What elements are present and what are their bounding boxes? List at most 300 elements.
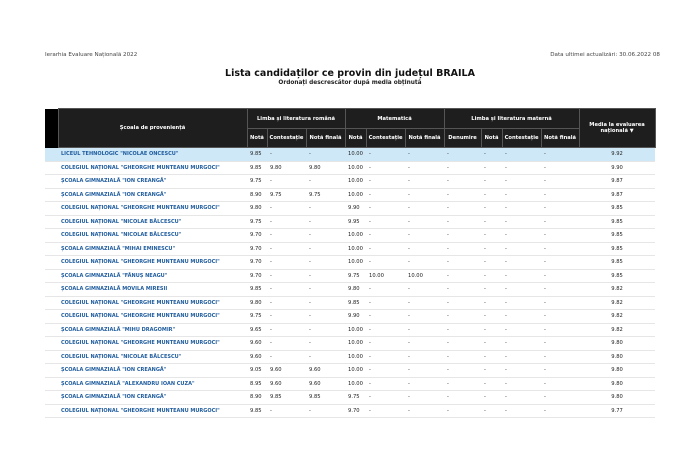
row-spacer	[45, 161, 58, 175]
cell-ln: -	[481, 337, 502, 351]
cell-rn: 9.65	[247, 323, 267, 337]
cell-rc: -	[267, 202, 306, 216]
cell-mn: 9.80	[345, 283, 366, 297]
cell-ld: -	[444, 148, 481, 162]
cell-mc: -	[366, 337, 405, 351]
cell-lf: -	[541, 337, 579, 351]
sub-contestatie-romana[interactable]: Contestație	[267, 129, 306, 148]
cell-rn: 8.90	[247, 391, 267, 405]
cell-mf: 10.00	[405, 269, 444, 283]
row-spacer	[45, 310, 58, 324]
cell-mn: 10.00	[345, 229, 366, 243]
cell-rn: 9.75	[247, 215, 267, 229]
row-spacer	[45, 242, 58, 256]
cell-ln: -	[481, 269, 502, 283]
row-spacer	[45, 215, 58, 229]
cell-ld: -	[444, 269, 481, 283]
cell-rn: 9.70	[247, 229, 267, 243]
cell-lf: -	[541, 242, 579, 256]
cell-rf: -	[306, 337, 345, 351]
title-block	[0, 68, 700, 86]
cell-mn: 9.95	[345, 215, 366, 229]
cell-ln: -	[481, 188, 502, 202]
cell-mc: -	[366, 148, 405, 162]
school-link[interactable]: COLEGIUL NAȚIONAL "NICOLAE BĂLCESCU"	[58, 229, 247, 243]
cell-lc: -	[502, 242, 541, 256]
cell-media: 9.82	[579, 283, 655, 297]
site-caption: Ierarhia Evaluare Națională 2022	[45, 52, 138, 58]
table-row[interactable]	[45, 202, 655, 216]
sub-contestatie-mate[interactable]: Contestație	[366, 129, 405, 148]
cell-rf: -	[306, 283, 345, 297]
cell-rn: 9.70	[247, 242, 267, 256]
cell-rc: -	[267, 215, 306, 229]
cell-ld: -	[444, 188, 481, 202]
cell-lf: -	[541, 175, 579, 189]
cell-rf: -	[306, 175, 345, 189]
school-link[interactable]: COLEGIUL NAȚIONAL "GHEORGHE MUNTEANU MURGOCI"	[58, 404, 247, 418]
sub-denumire-materna[interactable]: Denumire	[444, 129, 481, 148]
cell-media: 9.85	[579, 242, 655, 256]
cell-rc: -	[267, 404, 306, 418]
row-spacer	[45, 148, 58, 162]
cell-mc: -	[366, 188, 405, 202]
cell-ld: -	[444, 202, 481, 216]
cell-lf: -	[541, 256, 579, 270]
school-link[interactable]: ȘCOALA GIMNAZIALĂ "MIHAI EMINESCU"	[58, 242, 247, 256]
school-link[interactable]: LICEUL TEHNOLOGIC "NICOLAE ONCESCU"	[58, 148, 247, 162]
cell-rf: -	[306, 242, 345, 256]
cell-mc: -	[366, 283, 405, 297]
table-row[interactable]	[45, 404, 655, 418]
cell-ln: -	[481, 310, 502, 324]
cell-media: 9.92	[579, 148, 655, 162]
table-row[interactable]	[45, 188, 655, 202]
cell-lc: -	[502, 148, 541, 162]
table-header	[45, 109, 655, 148]
school-link[interactable]: ȘCOALA GIMNAZIALĂ "ALEXANDRU IOAN CUZA"	[58, 377, 247, 391]
row-spacer	[45, 175, 58, 189]
cell-mc: -	[366, 323, 405, 337]
results-table	[45, 108, 656, 418]
school-link[interactable]: ȘCOALA GIMNAZIALĂ MOVILA MIRESII	[58, 283, 247, 297]
cell-rf: -	[306, 229, 345, 243]
cell-mf: -	[405, 350, 444, 364]
cell-ld: -	[444, 175, 481, 189]
sub-nota-finala-romana[interactable]: Notă finală	[306, 129, 345, 148]
cell-lc: -	[502, 188, 541, 202]
cell-ld: -	[444, 256, 481, 270]
cell-mc: -	[366, 215, 405, 229]
row-spacer	[45, 283, 58, 297]
group-romana-header: Limba și literatura română	[247, 109, 345, 129]
cell-lf: -	[541, 296, 579, 310]
cell-lc: -	[502, 377, 541, 391]
cell-mf: -	[405, 404, 444, 418]
sort-desc-icon[interactable]: ▼	[629, 128, 634, 134]
cell-ld: -	[444, 296, 481, 310]
cell-rf: -	[306, 148, 345, 162]
cell-rn: 9.70	[247, 256, 267, 270]
cell-rc: 9.80	[267, 161, 306, 175]
cell-rf: -	[306, 310, 345, 324]
cell-ln: -	[481, 364, 502, 378]
cell-media: 9.80	[579, 377, 655, 391]
row-spacer	[45, 337, 58, 351]
cell-ld: -	[444, 283, 481, 297]
table-row[interactable]	[45, 323, 655, 337]
cell-mf: -	[405, 283, 444, 297]
cell-lc: -	[502, 323, 541, 337]
cell-mn: 9.75	[345, 269, 366, 283]
cell-ln: -	[481, 391, 502, 405]
cell-media: 9.82	[579, 323, 655, 337]
table-row[interactable]	[45, 296, 655, 310]
cell-rc: 9.75	[267, 188, 306, 202]
cell-rc: -	[267, 148, 306, 162]
cell-rf: 9.60	[306, 364, 345, 378]
cell-mn: 10.00	[345, 148, 366, 162]
cell-lc: -	[502, 337, 541, 351]
cell-mn: 10.00	[345, 377, 366, 391]
cell-mf: -	[405, 202, 444, 216]
cell-lc: -	[502, 391, 541, 405]
cell-rc: -	[267, 337, 306, 351]
cell-mc: -	[366, 242, 405, 256]
cell-rn: 8.95	[247, 377, 267, 391]
cell-mf: -	[405, 296, 444, 310]
cell-ln: -	[481, 404, 502, 418]
cell-rf: 9.80	[306, 161, 345, 175]
table-row[interactable]	[45, 337, 655, 351]
table-body	[45, 148, 655, 418]
cell-rc: 9.60	[267, 377, 306, 391]
cell-rc: 9.60	[267, 364, 306, 378]
cell-mn: 9.85	[345, 296, 366, 310]
cell-rn: 9.75	[247, 310, 267, 324]
table-row[interactable]	[45, 242, 655, 256]
cell-rf: -	[306, 296, 345, 310]
cell-lc: -	[502, 269, 541, 283]
table-row[interactable]	[45, 256, 655, 270]
cell-rn: 9.80	[247, 202, 267, 216]
cell-lc: -	[502, 202, 541, 216]
school-link[interactable]: COLEGIUL NAȚIONAL "NICOLAE BĂLCESCU"	[58, 350, 247, 364]
cell-ln: -	[481, 350, 502, 364]
cell-mc: -	[366, 256, 405, 270]
cell-media: 9.77	[579, 404, 655, 418]
cell-rn: 9.60	[247, 350, 267, 364]
cell-rn: 9.60	[247, 337, 267, 351]
cell-rf: -	[306, 323, 345, 337]
cell-media: 9.80	[579, 350, 655, 364]
cell-ln: -	[481, 283, 502, 297]
cell-lf: -	[541, 323, 579, 337]
cell-mf: -	[405, 256, 444, 270]
cell-ln: -	[481, 256, 502, 270]
cell-lc: -	[502, 404, 541, 418]
cell-rf: -	[306, 350, 345, 364]
cell-mf: -	[405, 337, 444, 351]
cell-ln: -	[481, 377, 502, 391]
cell-rf: -	[306, 202, 345, 216]
row-spacer	[45, 391, 58, 405]
cell-lc: -	[502, 256, 541, 270]
cell-mf: -	[405, 229, 444, 243]
group-mate-header: Matematică	[345, 109, 444, 129]
cell-lf: -	[541, 188, 579, 202]
cell-mf: -	[405, 242, 444, 256]
school-link[interactable]: ȘCOALA GIMNAZIALĂ "MIHU DRAGOMIR"	[58, 323, 247, 337]
cell-mn: 10.00	[345, 161, 366, 175]
cell-mf: -	[405, 391, 444, 405]
cell-rn: 9.85	[247, 404, 267, 418]
cell-rc: 9.85	[267, 391, 306, 405]
cell-mn: 10.00	[345, 364, 366, 378]
table-row[interactable]	[45, 377, 655, 391]
cell-media: 9.80	[579, 391, 655, 405]
cell-lf: -	[541, 283, 579, 297]
cell-lf: -	[541, 391, 579, 405]
table-row[interactable]	[45, 215, 655, 229]
cell-rc: -	[267, 350, 306, 364]
table-row[interactable]	[45, 229, 655, 243]
cell-ld: -	[444, 391, 481, 405]
cell-lc: -	[502, 364, 541, 378]
cell-lf: -	[541, 161, 579, 175]
cell-ln: -	[481, 229, 502, 243]
cell-rn: 9.85	[247, 283, 267, 297]
cell-mf: -	[405, 175, 444, 189]
cell-lf: -	[541, 404, 579, 418]
school-link[interactable]: COLEGIUL NAȚIONAL "GHEORGHE MUNTEANU MURGOCI"	[58, 310, 247, 324]
row-spacer	[45, 229, 58, 243]
cell-lc: -	[502, 175, 541, 189]
col-media-header[interactable]	[579, 109, 655, 148]
cell-rn: 9.70	[247, 269, 267, 283]
cell-ld: -	[444, 229, 481, 243]
cell-rn: 9.80	[247, 296, 267, 310]
cell-media: 9.85	[579, 215, 655, 229]
table-row[interactable]	[45, 283, 655, 297]
cell-lc: -	[502, 296, 541, 310]
row-spacer	[45, 256, 58, 270]
cell-lc: -	[502, 350, 541, 364]
cell-rn: 9.85	[247, 161, 267, 175]
row-spacer	[45, 404, 58, 418]
cell-rc: -	[267, 296, 306, 310]
cell-ln: -	[481, 296, 502, 310]
cell-media: 9.80	[579, 364, 655, 378]
cell-rc: -	[267, 242, 306, 256]
cell-mc: -	[366, 296, 405, 310]
cell-mn: 10.00	[345, 350, 366, 364]
col-media-label: Media la evaluarea națională	[589, 122, 645, 134]
sub-contestatie-materna[interactable]: Contestație	[502, 129, 541, 148]
cell-mf: -	[405, 364, 444, 378]
cell-lf: -	[541, 148, 579, 162]
cell-rn: 9.75	[247, 175, 267, 189]
table-row[interactable]	[45, 269, 655, 283]
cell-ln: -	[481, 148, 502, 162]
cell-lf: -	[541, 215, 579, 229]
page-title: Lista candidaților ce provin din județul BRAILA	[225, 68, 475, 79]
cell-media: 9.90	[579, 161, 655, 175]
cell-mf: -	[405, 215, 444, 229]
cell-ln: -	[481, 242, 502, 256]
school-link[interactable]: COLEGIUL NAȚIONAL "GHEORGHE MUNTEANU MURGOCI"	[58, 161, 247, 175]
cell-ln: -	[481, 202, 502, 216]
cell-rc: -	[267, 269, 306, 283]
row-spacer	[45, 188, 58, 202]
cell-media: 9.85	[579, 269, 655, 283]
cell-lc: -	[502, 229, 541, 243]
cell-lc: -	[502, 310, 541, 324]
cell-ld: -	[444, 364, 481, 378]
cell-media: 9.87	[579, 188, 655, 202]
cell-mc: -	[366, 364, 405, 378]
cell-lc: -	[502, 215, 541, 229]
cell-rc: -	[267, 323, 306, 337]
cell-lf: -	[541, 269, 579, 283]
cell-rf: 9.75	[306, 188, 345, 202]
row-spacer	[45, 350, 58, 364]
table-row[interactable]	[45, 148, 655, 162]
cell-ld: -	[444, 337, 481, 351]
sub-nota-mate[interactable]: Notă	[345, 129, 366, 148]
school-link[interactable]: ȘCOALA GIMNAZIALĂ "ION CREANGĂ"	[58, 364, 247, 378]
school-link[interactable]: ȘCOALA GIMNAZIALĂ "ION CREANGĂ"	[58, 175, 247, 189]
cell-media: 9.85	[579, 202, 655, 216]
cell-rf: -	[306, 269, 345, 283]
cell-rn: 9.85	[247, 148, 267, 162]
cell-lf: -	[541, 202, 579, 216]
cell-ld: -	[444, 215, 481, 229]
sub-nota-finala-materna[interactable]: Notă finală	[541, 129, 579, 148]
cell-mn: 9.75	[345, 391, 366, 405]
cell-lc: -	[502, 283, 541, 297]
cell-mc: -	[366, 161, 405, 175]
sub-nota-finala-mate[interactable]: Notă finală	[405, 129, 444, 148]
school-link[interactable]: COLEGIUL NAȚIONAL "GHEORGHE MUNTEANU MURGOCI"	[58, 337, 247, 351]
cell-media: 9.85	[579, 256, 655, 270]
cell-mc: -	[366, 175, 405, 189]
cell-lf: -	[541, 229, 579, 243]
cell-lf: -	[541, 310, 579, 324]
cell-rn: 9.05	[247, 364, 267, 378]
cell-mc: -	[366, 377, 405, 391]
cell-rf: -	[306, 256, 345, 270]
col-school-header[interactable]: Școala de proveniență	[58, 109, 247, 148]
cell-mf: -	[405, 310, 444, 324]
cell-mn: 9.90	[345, 202, 366, 216]
cell-mc: -	[366, 350, 405, 364]
cell-ln: -	[481, 215, 502, 229]
cell-mn: 9.90	[345, 310, 366, 324]
cell-rf: -	[306, 404, 345, 418]
group-materna-header: Limba și literatura maternă	[444, 109, 579, 129]
school-link[interactable]: COLEGIUL NAȚIONAL "GHEORGHE MUNTEANU MURGOCI"	[58, 202, 247, 216]
row-spacer	[45, 323, 58, 337]
row-spacer	[45, 364, 58, 378]
table-row[interactable]	[45, 310, 655, 324]
cell-ld: -	[444, 377, 481, 391]
cell-mc: -	[366, 404, 405, 418]
cell-rc: -	[267, 283, 306, 297]
cell-lf: -	[541, 350, 579, 364]
school-link[interactable]: COLEGIUL NAȚIONAL "GHEORGHE MUNTEANU MURGOCI"	[58, 256, 247, 270]
row-spacer	[45, 269, 58, 283]
cell-media: 9.82	[579, 310, 655, 324]
cell-mc: -	[366, 310, 405, 324]
cell-mf: -	[405, 148, 444, 162]
cell-rf: -	[306, 215, 345, 229]
table-row[interactable]	[45, 175, 655, 189]
cell-ln: -	[481, 161, 502, 175]
page-subtitle: Ordonați descrescător după media obținută	[278, 80, 422, 86]
school-link[interactable]: COLEGIUL NAȚIONAL "GHEORGHE MUNTEANU MURGOCI"	[58, 296, 247, 310]
cell-mn: 10.00	[345, 175, 366, 189]
school-link[interactable]: ȘCOALA GIMNAZIALĂ "ION CREANGĂ"	[58, 391, 247, 405]
cell-ld: -	[444, 310, 481, 324]
school-link[interactable]: ȘCOALA GIMNAZIALĂ "ION CREANGĂ"	[58, 188, 247, 202]
cell-mf: -	[405, 161, 444, 175]
cell-rc: -	[267, 256, 306, 270]
cell-mn: 9.70	[345, 404, 366, 418]
cell-media: 9.80	[579, 337, 655, 351]
cell-mf: -	[405, 188, 444, 202]
top-bar	[45, 52, 660, 64]
cell-mc: 10.00	[366, 269, 405, 283]
cell-media: 9.82	[579, 296, 655, 310]
table-row[interactable]	[45, 350, 655, 364]
cell-ln: -	[481, 323, 502, 337]
cell-lc: -	[502, 161, 541, 175]
cell-mc: -	[366, 391, 405, 405]
cell-rc: -	[267, 310, 306, 324]
cell-mn: 10.00	[345, 188, 366, 202]
cell-rf: 9.85	[306, 391, 345, 405]
cell-media: 9.85	[579, 229, 655, 243]
cell-media: 9.87	[579, 175, 655, 189]
cell-ld: -	[444, 242, 481, 256]
cell-ln: -	[481, 175, 502, 189]
last-update: Data ultimei actualizări: 30.06.2022 08	[550, 52, 660, 58]
sub-nota-romana[interactable]: Notă	[247, 129, 267, 148]
sub-nota-materna[interactable]: Notă	[481, 129, 502, 148]
row-spacer	[45, 377, 58, 391]
cell-rn: 8.90	[247, 188, 267, 202]
school-link[interactable]: ȘCOALA GIMNAZIALĂ "FĂNUȘ NEAGU"	[58, 269, 247, 283]
cell-mn: 10.00	[345, 337, 366, 351]
cell-mc: -	[366, 229, 405, 243]
cell-mc: -	[366, 202, 405, 216]
cell-mn: 10.00	[345, 242, 366, 256]
cell-mf: -	[405, 323, 444, 337]
cell-lf: -	[541, 377, 579, 391]
row-spacer	[45, 202, 58, 216]
table-row[interactable]	[45, 391, 655, 405]
cell-ld: -	[444, 404, 481, 418]
cell-rc: -	[267, 175, 306, 189]
cell-ld: -	[444, 350, 481, 364]
school-link[interactable]: COLEGIUL NAȚIONAL "NICOLAE BĂLCESCU"	[58, 215, 247, 229]
cell-mn: 10.00	[345, 323, 366, 337]
table-row[interactable]	[45, 364, 655, 378]
cell-rc: -	[267, 229, 306, 243]
table-row[interactable]	[45, 161, 655, 175]
cell-mf: -	[405, 377, 444, 391]
